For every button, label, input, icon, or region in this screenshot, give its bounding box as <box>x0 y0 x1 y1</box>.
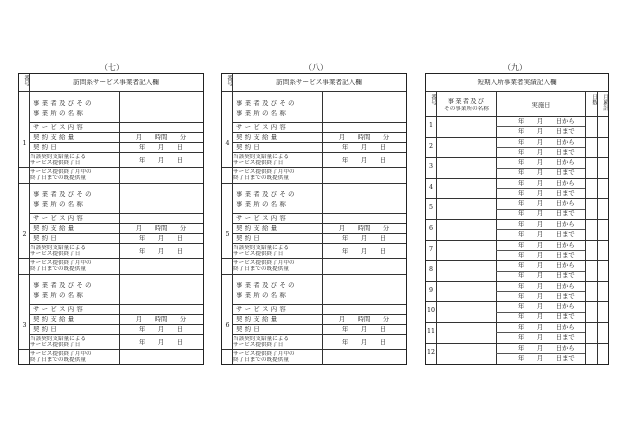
row-divider <box>426 219 608 220</box>
row-line <box>232 213 406 214</box>
from-date: 年 月 日から <box>518 221 575 228</box>
block-number: 6 <box>225 322 230 329</box>
contract-date-label: 契約日 <box>33 326 60 333</box>
contract-date-value: 年 月 日 <box>341 326 387 333</box>
panel-visit-service-1 <box>18 73 204 365</box>
from-date: 年 月 日から <box>518 324 575 331</box>
from-date: 年 月 日から <box>518 138 575 146</box>
contract-amount-value: 月 時間 分 <box>338 225 390 232</box>
provided-label-line1: サービス提供終了月中の <box>233 169 295 175</box>
from-date: 年 月 日から <box>518 241 575 249</box>
contract-date-label: 契約日 <box>236 144 263 151</box>
provided-label-line2: 終了日までの既提供量 <box>233 357 289 363</box>
contract-date-label: 契約日 <box>33 235 60 242</box>
row-number: 7 <box>428 245 433 253</box>
provider-name-divider <box>119 183 120 213</box>
end-date-label-line2: サービス提供終了日 <box>30 160 81 166</box>
contract-amount-label: 契約支給量 <box>33 134 77 141</box>
end-date-label-line1: 当該契約支給量による <box>233 245 289 251</box>
provider-label-line2: 事業所の名称 <box>236 110 289 117</box>
row-divider <box>426 157 608 158</box>
block-number: 1 <box>22 140 27 147</box>
panel-title: 訪問系サービス事業者記入欄 <box>276 79 362 86</box>
value-column-divider <box>322 122 323 183</box>
end-date-label-line1: 当該契約支給量による <box>30 154 86 160</box>
provider-label-line1: 事業者及びその <box>236 282 297 289</box>
service-content-label: サービス内容 <box>33 306 86 313</box>
provider-label-line1: 事業者及びその <box>33 100 94 107</box>
panel-title: 訪問系サービス事業者記入欄 <box>73 79 159 86</box>
row-divider <box>426 322 608 323</box>
provided-label-line2: 終了日までの既提供量 <box>30 357 86 363</box>
from-date: 年 月 日から <box>518 282 575 290</box>
provided-label-line1: サービス提供終了月中の <box>233 351 295 357</box>
row-line <box>29 132 203 133</box>
provider-label-line2: 事業所の名称 <box>33 292 86 299</box>
row-line <box>232 233 406 234</box>
row-line <box>232 223 406 224</box>
end-date-value: 年 月 日 <box>341 248 387 255</box>
contract-date-label: 契約日 <box>236 235 263 242</box>
row-line <box>222 258 406 259</box>
contract-amount-value: 月 時間 分 <box>338 134 390 141</box>
provider-name-divider <box>322 274 323 304</box>
provided-label-line2: 終了日までの既提供量 <box>233 175 289 181</box>
row-line <box>29 304 203 305</box>
end-date-label-line2: サービス提供終了日 <box>233 342 284 348</box>
row-line <box>232 132 406 133</box>
provider-label-line1: 事業者及びその <box>236 100 297 107</box>
row-line <box>222 349 406 350</box>
block-divider <box>19 274 203 275</box>
row-line <box>29 334 203 335</box>
row-number: 1 <box>428 122 433 129</box>
end-date-value: 年 月 日 <box>138 248 184 255</box>
row-line <box>29 324 203 325</box>
row-line <box>232 142 406 143</box>
row-line <box>29 152 203 153</box>
end-date-label-line2: サービス提供終了日 <box>233 160 284 166</box>
provided-label-line1: サービス提供終了月中の <box>30 169 92 175</box>
to-date: 年 月 日まで <box>518 292 575 300</box>
row-line <box>29 223 203 224</box>
row-divider <box>426 281 608 282</box>
from-date: 年 月 日から <box>518 344 575 352</box>
row-line <box>222 167 406 168</box>
days-header: 日数 <box>591 94 597 106</box>
block-number: 5 <box>225 231 230 238</box>
row-divider <box>426 260 608 261</box>
end-date-label-line1: 当該契約支給量による <box>233 154 289 160</box>
contract-amount-label: 契約支給量 <box>236 316 280 323</box>
to-date: 年 月 日まで <box>518 334 575 341</box>
row-line <box>29 233 203 234</box>
contract-date-value: 年 月 日 <box>341 144 387 151</box>
provider-name-divider <box>322 183 323 213</box>
to-date: 年 月 日まで <box>518 251 575 259</box>
value-column-divider <box>119 213 120 274</box>
service-content-label: サービス内容 <box>236 306 289 313</box>
panel-number-9: （九） <box>503 63 527 72</box>
provider-header-1: 事業者及び <box>447 98 486 105</box>
contract-date-label: 契約日 <box>33 144 60 151</box>
row-line <box>29 213 203 214</box>
panel-number-8: （八） <box>304 63 328 72</box>
row-line <box>19 349 203 350</box>
row-number: 4 <box>428 183 433 191</box>
block-divider <box>222 274 406 275</box>
row-line <box>29 243 203 244</box>
from-date: 年 月 日から <box>518 159 575 167</box>
row-divider <box>426 343 608 344</box>
provided-label-line1: サービス提供終了月中の <box>233 260 295 266</box>
provided-label-line1: サービス提供終了月中の <box>30 351 92 357</box>
row-line <box>232 243 406 244</box>
row-divider <box>426 301 608 302</box>
number-header: 番号 <box>430 94 436 106</box>
panel-short-stay <box>425 73 609 365</box>
contract-amount-label: 契約支給量 <box>236 225 280 232</box>
block-divider <box>222 183 406 184</box>
row-line <box>29 142 203 143</box>
service-content-label: サービス内容 <box>33 124 86 131</box>
row-number: 10 <box>426 307 435 315</box>
value-column-divider <box>322 213 323 274</box>
to-date: 年 月 日まで <box>518 272 575 280</box>
row-divider <box>426 198 608 199</box>
provider-name-divider <box>322 92 323 122</box>
to-date: 年 月 日まで <box>518 313 575 321</box>
contract-date-value: 年 月 日 <box>138 235 184 242</box>
row-divider <box>426 240 608 241</box>
row-divider <box>426 137 608 138</box>
row-line <box>19 258 203 259</box>
end-date-label-line1: 当該契約支給量による <box>30 336 86 342</box>
provided-label-line2: 終了日までの既提供量 <box>30 266 86 272</box>
row-line <box>232 324 406 325</box>
provider-name-divider <box>119 274 120 304</box>
contract-date-value: 年 月 日 <box>341 235 387 242</box>
end-date-label-line2: サービス提供終了日 <box>233 251 284 257</box>
service-content-label: サービス内容 <box>236 124 289 131</box>
block-divider <box>19 183 203 184</box>
to-date: 年 月 日まで <box>518 354 575 362</box>
provider-label-line1: 事業者及びその <box>236 191 297 198</box>
provider-label-line1: 事業者及びその <box>33 191 94 198</box>
end-date-value: 年 月 日 <box>341 157 387 164</box>
row-number: 2 <box>428 142 433 150</box>
contract-amount-label: 契約支給量 <box>33 225 77 232</box>
value-column-divider <box>119 304 120 365</box>
provider-label-line1: 事業者及びその <box>33 282 94 289</box>
row-line <box>232 314 406 315</box>
end-date-label-line2: サービス提供終了日 <box>30 342 81 348</box>
from-date: 年 月 日から <box>518 303 575 311</box>
row-line <box>29 122 203 123</box>
contract-amount-value: 月 時間 分 <box>338 316 390 323</box>
from-date: 年 月 日から <box>518 179 575 187</box>
provided-label-line2: 終了日までの既提供量 <box>233 266 289 272</box>
service-content-label: サービス内容 <box>236 215 289 222</box>
from-date: 年 月 日から <box>518 200 575 208</box>
row-line <box>232 152 406 153</box>
dates-header: 実施日 <box>531 102 551 109</box>
row-line <box>29 314 203 315</box>
provider-label-line2: 事業所の名称 <box>236 201 289 208</box>
end-date-value: 年 月 日 <box>341 339 387 346</box>
value-column-divider <box>119 122 120 183</box>
end-date-value: 年 月 日 <box>138 339 184 346</box>
number-header: 番号 <box>23 75 29 87</box>
to-date: 年 月 日まで <box>518 169 575 177</box>
panel-number-7: （七） <box>100 63 124 72</box>
row-line <box>232 304 406 305</box>
provided-label-line2: 終了日までの既提供量 <box>30 175 86 181</box>
provided-label-line1: サービス提供終了月中の <box>30 260 92 266</box>
provider-label-line2: 事業所の名称 <box>33 201 86 208</box>
from-date: 年 月 日から <box>518 262 575 270</box>
block-number: 4 <box>225 140 230 147</box>
from-date: 年 月 日から <box>518 118 575 125</box>
end-date-value: 年 月 日 <box>138 157 184 164</box>
row-number: 11 <box>426 328 435 335</box>
row-line <box>19 167 203 168</box>
row-number: 9 <box>428 286 433 294</box>
provider-name-divider <box>119 92 120 122</box>
row-number: 5 <box>428 204 433 212</box>
contract-amount-value: 月 時間 分 <box>135 316 187 323</box>
row-number: 6 <box>428 225 433 232</box>
service-content-label: サービス内容 <box>33 215 86 222</box>
value-column-divider <box>322 304 323 365</box>
to-date: 年 月 日まで <box>518 231 575 238</box>
row-number: 12 <box>426 348 435 356</box>
contract-date-label: 契約日 <box>236 326 263 333</box>
to-date: 年 月 日まで <box>518 148 575 156</box>
contract-amount-label: 契約支給量 <box>33 316 77 323</box>
contract-amount-value: 月 時間 分 <box>135 134 187 141</box>
block-number: 3 <box>22 322 27 329</box>
to-date: 年 月 日まで <box>518 128 575 135</box>
contract-amount-label: 契約支給量 <box>236 134 280 141</box>
number-header: 番号 <box>226 75 232 87</box>
provider-header-2: その事業所の名称 <box>444 106 489 112</box>
end-date-label-line1: 当該契約支給量による <box>30 245 86 251</box>
row-line <box>232 122 406 123</box>
contract-date-value: 年 月 日 <box>138 144 184 151</box>
row-number: 3 <box>428 163 433 171</box>
provider-label-line2: 事業所の名称 <box>236 292 289 299</box>
row-line <box>232 334 406 335</box>
to-date: 年 月 日まで <box>518 210 575 218</box>
contract-date-value: 年 月 日 <box>138 326 184 333</box>
to-date: 年 月 日まで <box>518 189 575 197</box>
monthly-total-header: 月累計 <box>602 94 608 111</box>
end-date-label-line1: 当該契約支給量による <box>233 336 289 342</box>
end-date-label-line2: サービス提供終了日 <box>30 251 81 257</box>
row-divider <box>426 178 608 179</box>
panel-visit-service-2 <box>221 73 407 365</box>
panel-title: 短期入所事業者実績記入欄 <box>477 79 557 86</box>
block-number: 2 <box>22 231 27 238</box>
provider-label-line2: 事業所の名称 <box>33 110 86 117</box>
contract-amount-value: 月 時間 分 <box>135 225 187 232</box>
row-number: 8 <box>428 266 433 274</box>
